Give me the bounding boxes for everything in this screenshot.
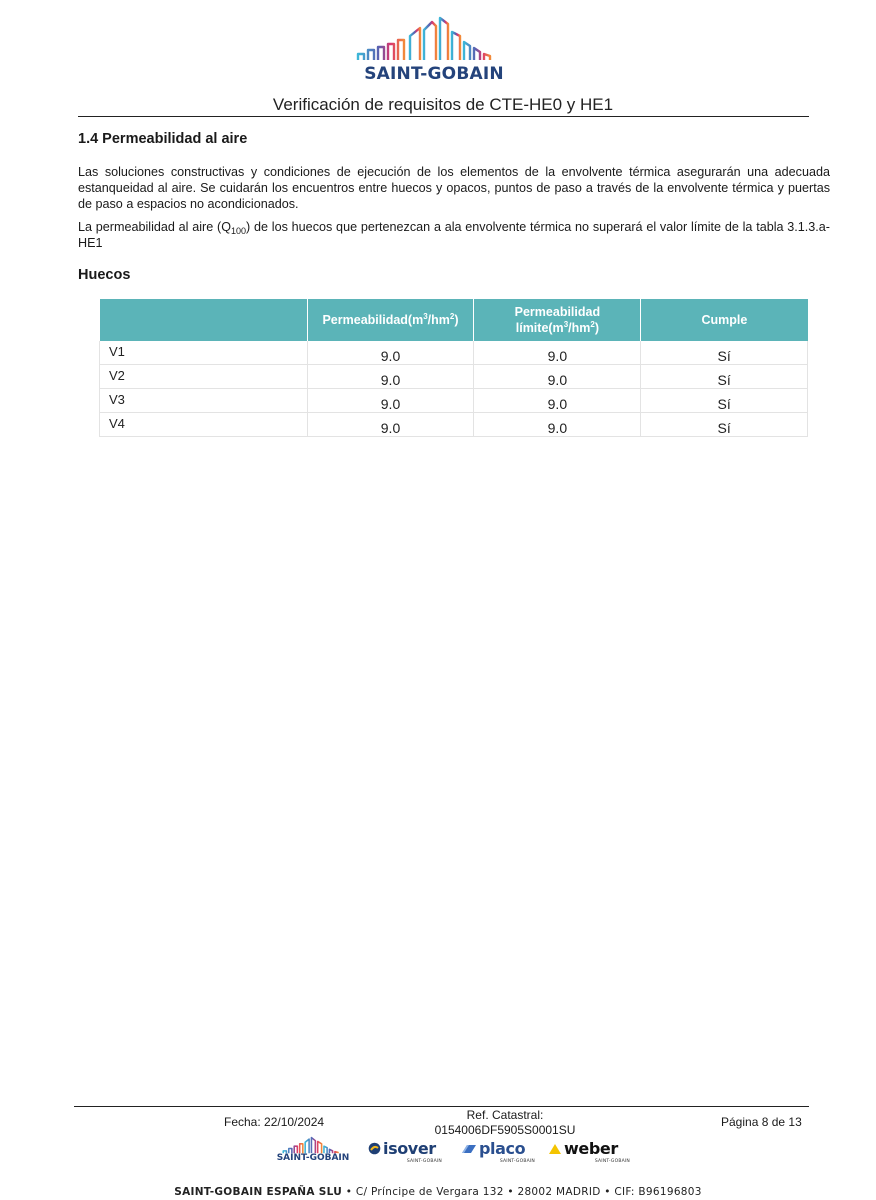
saint-gobain-small-label: SAINT-GOBAIN xyxy=(276,1153,350,1163)
row-permeabilidad: 9.0 xyxy=(307,341,474,365)
company-details: • C/ Príncipe de Vergara 132 • 28002 MADRID • CIF: B96196803 xyxy=(345,1186,702,1198)
company-info xyxy=(0,1186,876,1198)
row-permeabilidad: 9.0 xyxy=(307,365,474,389)
header-permeabilidad-limite: Permeabilidad $límite(m^3/hm^2)$ xyxy=(474,299,641,341)
saint-gobain-small-logo xyxy=(272,1136,354,1166)
table-header-row xyxy=(100,299,808,341)
isover-logo xyxy=(368,1139,442,1164)
subsection-heading-huecos: Huecos xyxy=(78,267,131,283)
row-limite: 9.0 xyxy=(474,413,641,437)
placo-sub: SAINT-GOBAIN xyxy=(499,1159,535,1164)
weber-sub: SAINT-GOBAIN xyxy=(594,1159,630,1164)
row-name: V4 xyxy=(100,413,308,437)
weber-logo xyxy=(548,1139,630,1164)
row-name: V3 xyxy=(100,389,308,413)
city-skyline-icon xyxy=(352,14,516,66)
placo-logo xyxy=(461,1139,535,1164)
header-permeabilidad: $Permeabilidad(m^3/hm^2)$ xyxy=(307,299,474,341)
paragraph-text-end: ) de los huecos que pertenezcan a ala envolvente térmica no superará el valor límite de la tabla 3.1.3.a-HE1 xyxy=(78,220,830,250)
row-cumple: Sí xyxy=(641,389,808,413)
row-name: V1 xyxy=(100,341,308,365)
header-cumple: Cumple xyxy=(641,299,808,341)
table-row xyxy=(100,341,808,365)
row-limite: 9.0 xyxy=(474,365,641,389)
placo-label: placo xyxy=(479,1139,526,1158)
brand-logos xyxy=(0,1136,876,1170)
weber-label: weber xyxy=(564,1139,618,1158)
company-name: SAINT-GOBAIN ESPAÑA SLU xyxy=(174,1186,343,1198)
section-heading: 1.4 Permeabilidad al aire xyxy=(78,131,248,147)
footer-divider xyxy=(74,1106,809,1107)
title-divider xyxy=(78,116,809,117)
paragraph-text-start: La permeabilidad al aire (Q xyxy=(78,220,232,234)
placo-shape-icon xyxy=(461,1143,477,1155)
table-row xyxy=(100,413,808,437)
row-cumple: Sí xyxy=(641,341,808,365)
weber-triangle-icon xyxy=(548,1143,562,1155)
q-subscript: 100 xyxy=(231,226,247,236)
row-permeabilidad: 9.0 xyxy=(307,389,474,413)
row-name: V2 xyxy=(100,365,308,389)
footer-page-number: Página 8 de 13 xyxy=(721,1115,802,1129)
brand-name: SAINT-GOBAIN xyxy=(364,64,504,84)
permeability-table xyxy=(99,299,808,437)
document-title: Verificación de requisitos de CTE-HE0 y HE1 xyxy=(272,95,614,114)
row-limite: 9.0 xyxy=(474,389,641,413)
row-limite: 9.0 xyxy=(474,341,641,365)
row-cumple: Sí xyxy=(641,365,808,389)
header-element xyxy=(100,299,308,341)
table-row xyxy=(100,365,808,389)
row-cumple: Sí xyxy=(641,413,808,437)
footer-date: Fecha: 22/10/2024 xyxy=(224,1115,325,1129)
isover-circle-icon xyxy=(368,1142,381,1155)
footer-ref-catastral xyxy=(400,1108,610,1138)
row-permeabilidad: 9.0 xyxy=(307,413,474,437)
city-skyline-icon xyxy=(278,1136,348,1154)
table-row xyxy=(100,389,808,413)
paragraph-permeabilidad xyxy=(78,219,830,251)
ref-value: 0154006DF5905S0001SU xyxy=(434,1123,576,1137)
paragraph-estanqueidad: Las soluciones constructivas y condiciones de ejecución de los elementos de la envolvente térmica asegurarán una adecuada estanqueidad al aire. Se cuidarán los encuentros entre huecos y opacos, puntos de paso a través de la envolvente térmica y puertas de paso a espacios no acondicionados. xyxy=(78,165,830,211)
isover-label: isover xyxy=(383,1139,436,1158)
isover-sub: SAINT-GOBAIN xyxy=(406,1159,442,1164)
ref-label: Ref. Catastral: xyxy=(466,1108,544,1122)
